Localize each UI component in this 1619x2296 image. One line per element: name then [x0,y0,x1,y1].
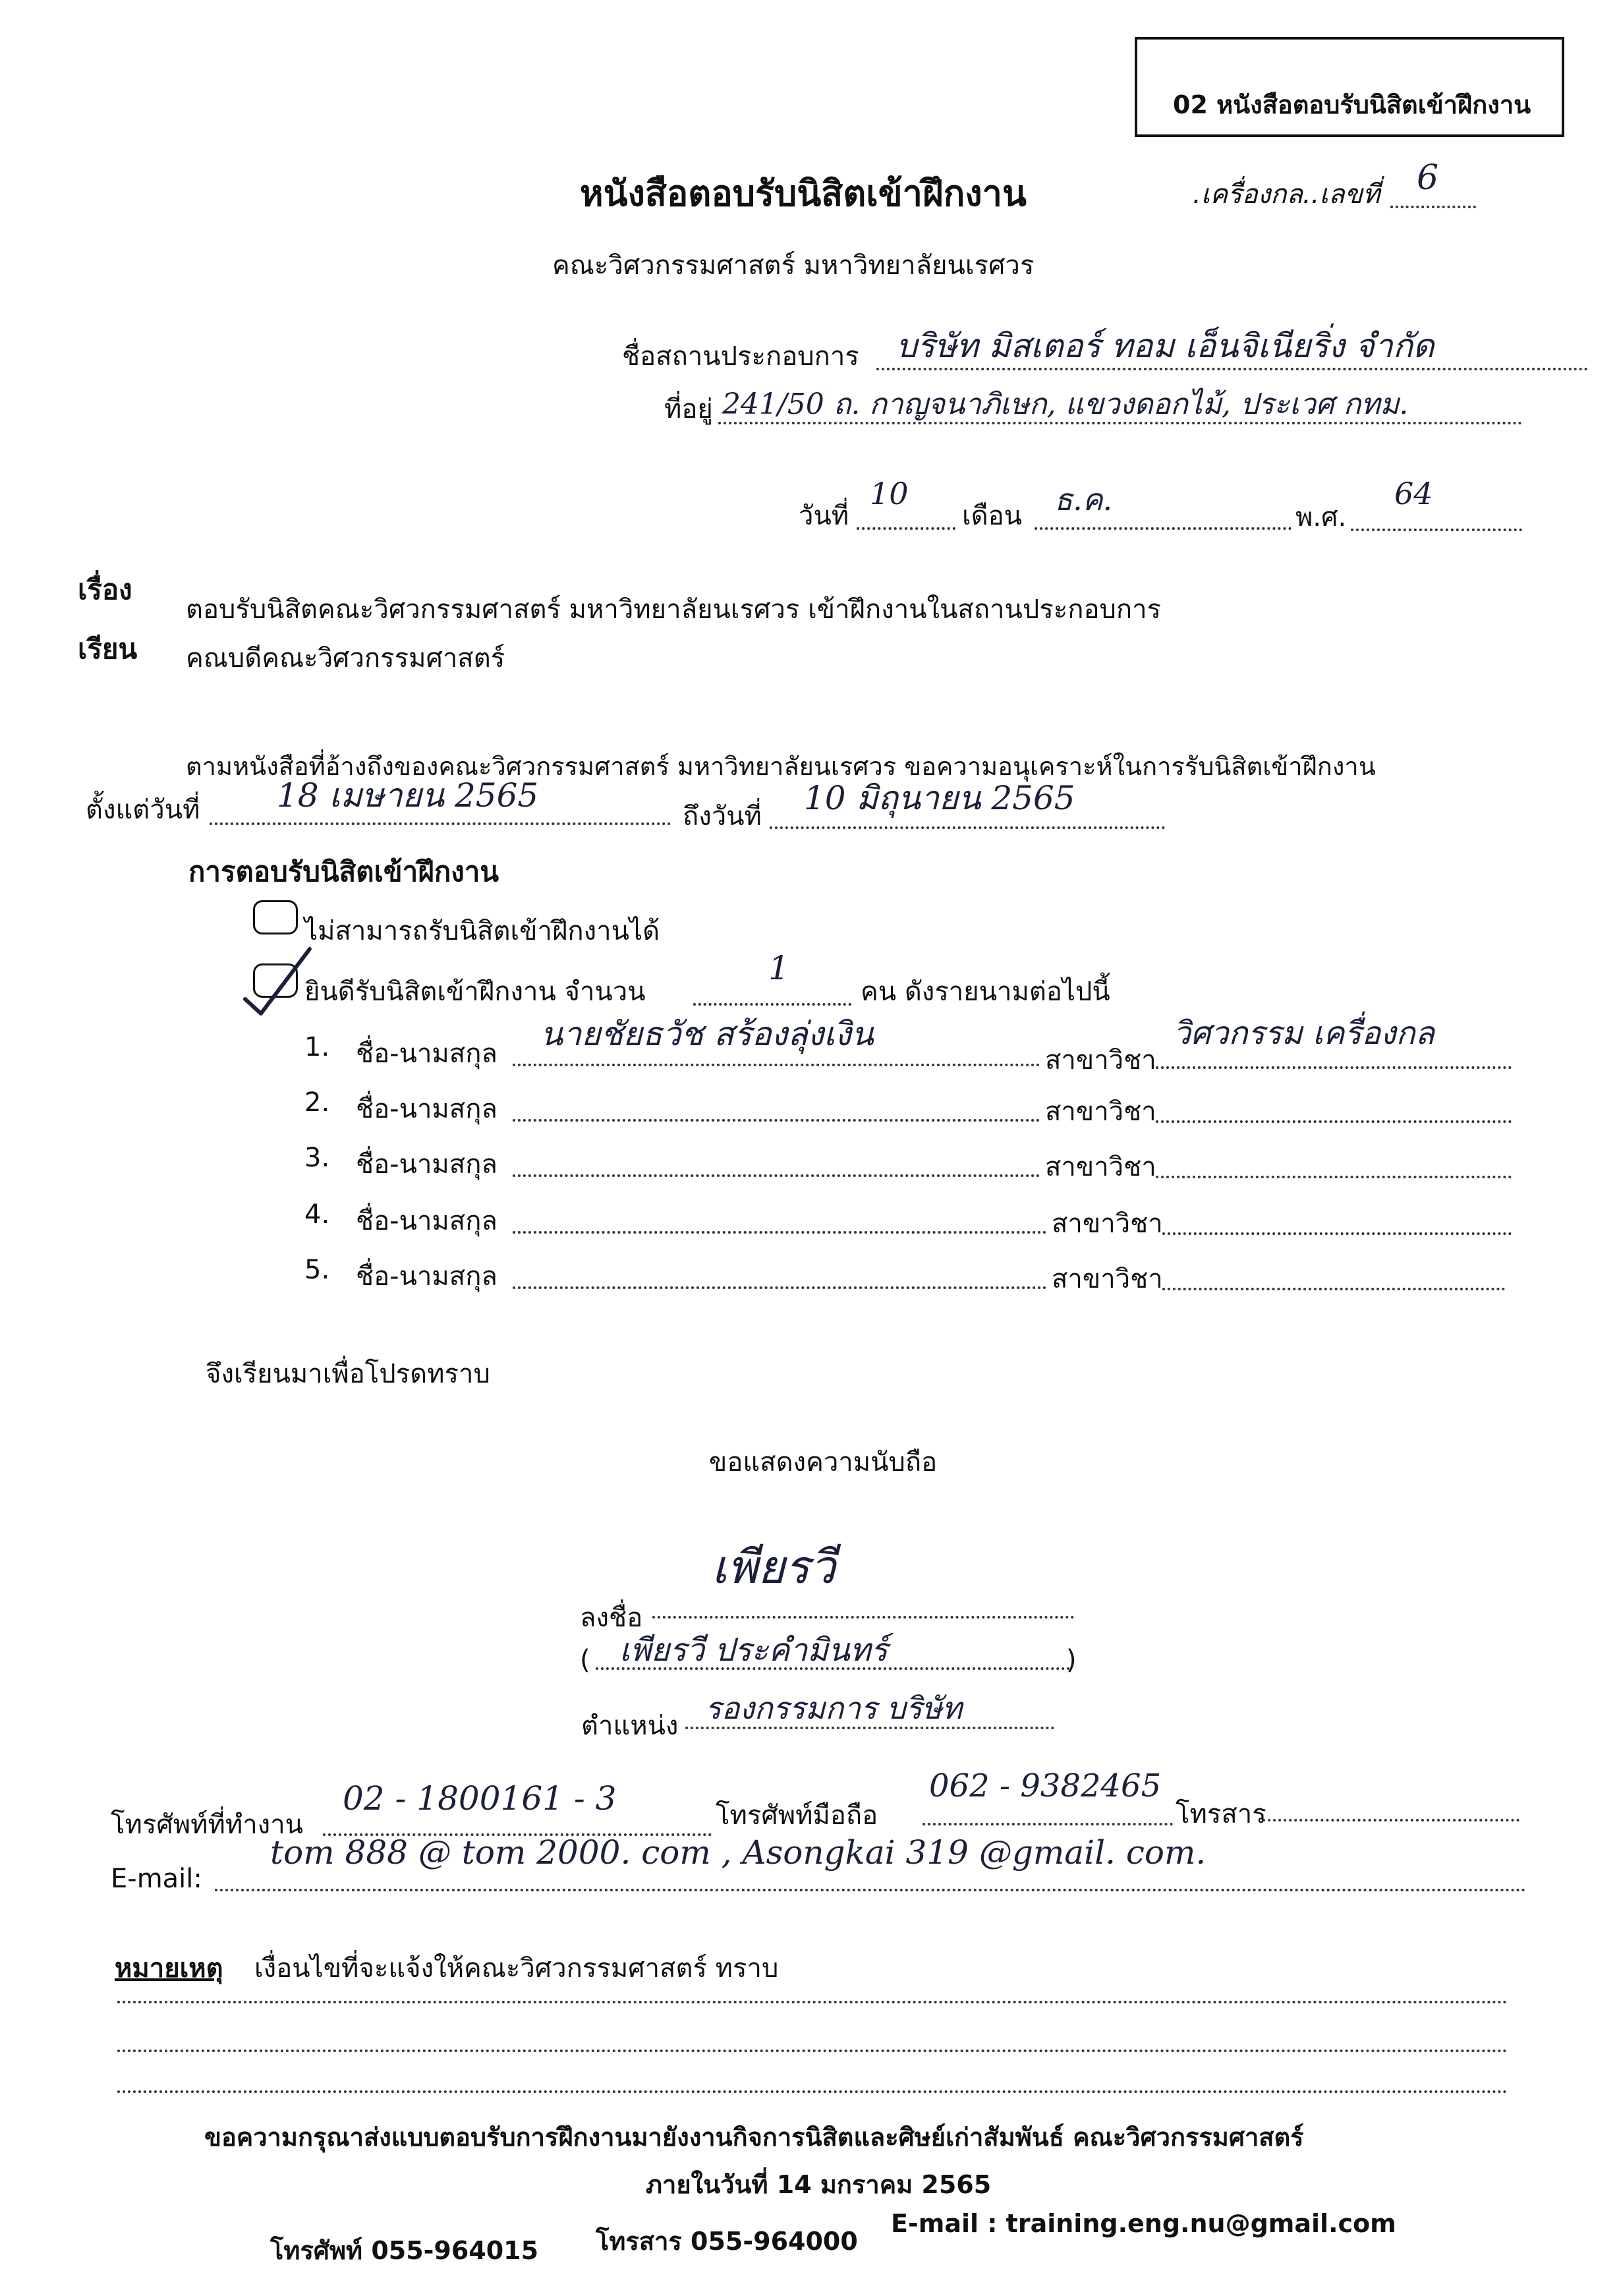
document-subtitle: คณะวิศวกรรมศาสตร์ มหาวิทยาลัยนเรศวร [552,250,1035,281]
accept-option-label: ยินดีรับนิสิตเข้าฝึกงาน จำนวน [304,977,646,1007]
to-date-label: ถึงวันที่ [683,801,762,832]
date-day-line [857,527,955,530]
company-name-label: ชื่อสถานประกอบการ [622,341,859,372]
student-major-value: วิศวกรรม เครื่องกล [1173,1015,1434,1052]
student-name-line [513,1286,1046,1289]
student-name-label: ชื่อ-นามสกุล [356,1149,497,1180]
student-no: 5. [304,1255,330,1285]
student-major-line [1162,1232,1512,1235]
student-no: 4. [304,1199,330,1230]
student-name-label: ชื่อ-นามสกุล [356,1261,497,1292]
date-month-line [1035,527,1292,530]
footer-fax: โทรสาร 055-964000 [596,2227,858,2256]
footer-deadline: ภายในวันที่ 14 มกราคม 2565 [646,2170,992,2199]
date-year-line [1351,529,1522,531]
printed-name-value: เพียรวี ประคำมินทร์ [619,1632,888,1669]
to-text: คณบดีคณะวิศวกรรมศาสตร์ [186,643,505,674]
remark-line-1 [117,2001,1508,2003]
remark-line-3 [117,2090,1508,2093]
student-name-label: ชื่อ-นามสกุล [356,1206,497,1236]
student-major-label: สาขาวิชา [1045,1152,1156,1182]
from-date-label: ตั้งแต่วันที่ [86,795,200,825]
position-label: ตำแหน่ง [581,1711,679,1741]
to-date-value: 10 มิถุนายน 2565 [804,779,1075,817]
date-month-value: ธ.ค. [1054,482,1113,517]
subject-label: เรื่อง [78,573,132,606]
date-month-label: เดือน [962,501,1023,531]
student-major-line [1162,1288,1505,1290]
document-title: หนังสือตอบรับนิสิตเข้าฝึกงาน [580,173,1027,214]
footer-email: E-mail : training.eng.nu@gmail.com [891,2209,1396,2238]
email-label: E-mail: [111,1864,202,1894]
remark-label: หมายเหตุ [115,1953,223,1984]
machine-no-value: 6 [1417,158,1439,198]
student-major-line [1156,1066,1512,1069]
student-name-value: นายชัยธวัช สร้องลุ่งเงิน [540,1015,874,1053]
date-year-value: 64 [1394,476,1433,511]
company-address-value: 241/50 ถ. กาญจนาภิเษก, แขวงดอกไม้, ประเวศ กทม. [722,387,1409,421]
closing-text: จึงเรียนมาเพื่อโปรดทราบ [206,1359,490,1389]
student-name-line [513,1231,1046,1234]
to-date-line [770,826,1165,829]
email-line [215,1889,1526,1891]
student-name-line [513,1174,1040,1177]
student-major-line [1156,1120,1512,1123]
mobile-label: โทรศัพท์มือถือ [716,1800,878,1831]
accept-count-line [693,1003,851,1006]
from-date-value: 18 เมษายน 2565 [277,776,539,815]
student-no: 3. [304,1143,330,1173]
body-paragraph: ตามหนังสือที่อ้างถึงของคณะวิศวกรรมศาสตร์ มหาวิทยาลัยนเรศวร ขอความอนุเคราะห์ในการรับนิสิตเข้าฝึกงาน [186,752,1376,781]
student-name-label: ชื่อ-นามสกุล [356,1094,497,1124]
sign-label: ลงชื่อ [580,1603,643,1633]
student-major-label: สาขาวิชา [1052,1209,1163,1239]
from-date-line [210,822,671,825]
student-no: 1. [304,1032,330,1062]
student-name-line [513,1119,1040,1122]
student-major-label: สาขาวิชา [1045,1045,1156,1076]
remark-line-2 [117,2050,1508,2052]
fax-label: โทรสาร [1176,1799,1266,1829]
footer-phone: โทรศัพท์ 055-964015 [270,2236,539,2265]
student-name-label: ชื่อ-นามสกุล [356,1039,497,1069]
student-major-line [1156,1176,1512,1178]
date-day-value: 10 [870,476,909,511]
date-year-label: พ.ศ. [1295,502,1347,532]
student-major-label: สาขาวิชา [1052,1264,1163,1294]
printed-name-close: ) [1066,1645,1077,1675]
office-phone-value: 02 - 1800161 - 3 [343,1779,617,1818]
machine-no-label: .เครื่องกล..เลขที่ [1193,179,1380,210]
machine-no-line [1390,206,1476,208]
form-code-label: 02 หนังสือตอบรับนิสิตเข้าฝึกงาน [1173,90,1531,119]
mobile-value: 062 - 9382465 [929,1767,1162,1804]
student-major-label: สาขาวิชา [1045,1097,1156,1127]
email-value: tom 888 @ tom 2000. com , Asongkai 319 @gmail. com. [270,1833,1207,1872]
fax-line [1263,1819,1520,1822]
company-address-label: ที่อยู่ [664,394,713,424]
student-no: 2. [304,1087,330,1118]
accept-count-value: 1 [768,949,789,987]
regards-text: ขอแสดงความนับถือ [709,1447,938,1478]
position-value: รองกรรมการ บริษัท [705,1690,962,1726]
student-name-line [513,1064,1040,1066]
footer-instruction: ขอความกรุณาส่งแบบตอบรับการฝึกงานมายังงานกิจการนิสิตและศิษย์เก่าสัมพันธ์ คณะวิศวกรรมศาสตร์ [204,2123,1304,2152]
reject-option-label: ไม่สามารถรับนิสิตเข้าฝึกงานได้ [304,916,660,946]
accept-count-suffix: คน ดังรายนามต่อไปนี้ [861,977,1110,1007]
remark-text: เงื่อนไขที่จะแจ้งให้คณะวิศวกรรมศาสตร์ ทราบ [254,1953,779,1984]
subject-text: ตอบรับนิสิตคณะวิศวกรรมศาสตร์ มหาวิทยาลัยนเรศวร เข้าฝึกงานในสถานประกอบการ [186,594,1162,625]
company-name-value: บริษัท มิสเตอร์ ทอม เอ็นจิเนียริ่ง จำกัด [896,327,1434,365]
printed-name-open: ( [580,1645,590,1675]
reject-checkbox[interactable] [253,900,298,934]
office-phone-label: โทรศัพท์ที่ทำงาน [111,1810,303,1840]
mobile-line [923,1823,1173,1825]
sign-line [652,1616,1074,1619]
signature-mark: เพียรวี [712,1540,836,1594]
to-label: เรียน [78,633,138,665]
date-day-label: วันที่ [799,501,849,531]
acceptance-heading: การตอบรับนิสิตเข้าฝึกงาน [188,855,499,888]
